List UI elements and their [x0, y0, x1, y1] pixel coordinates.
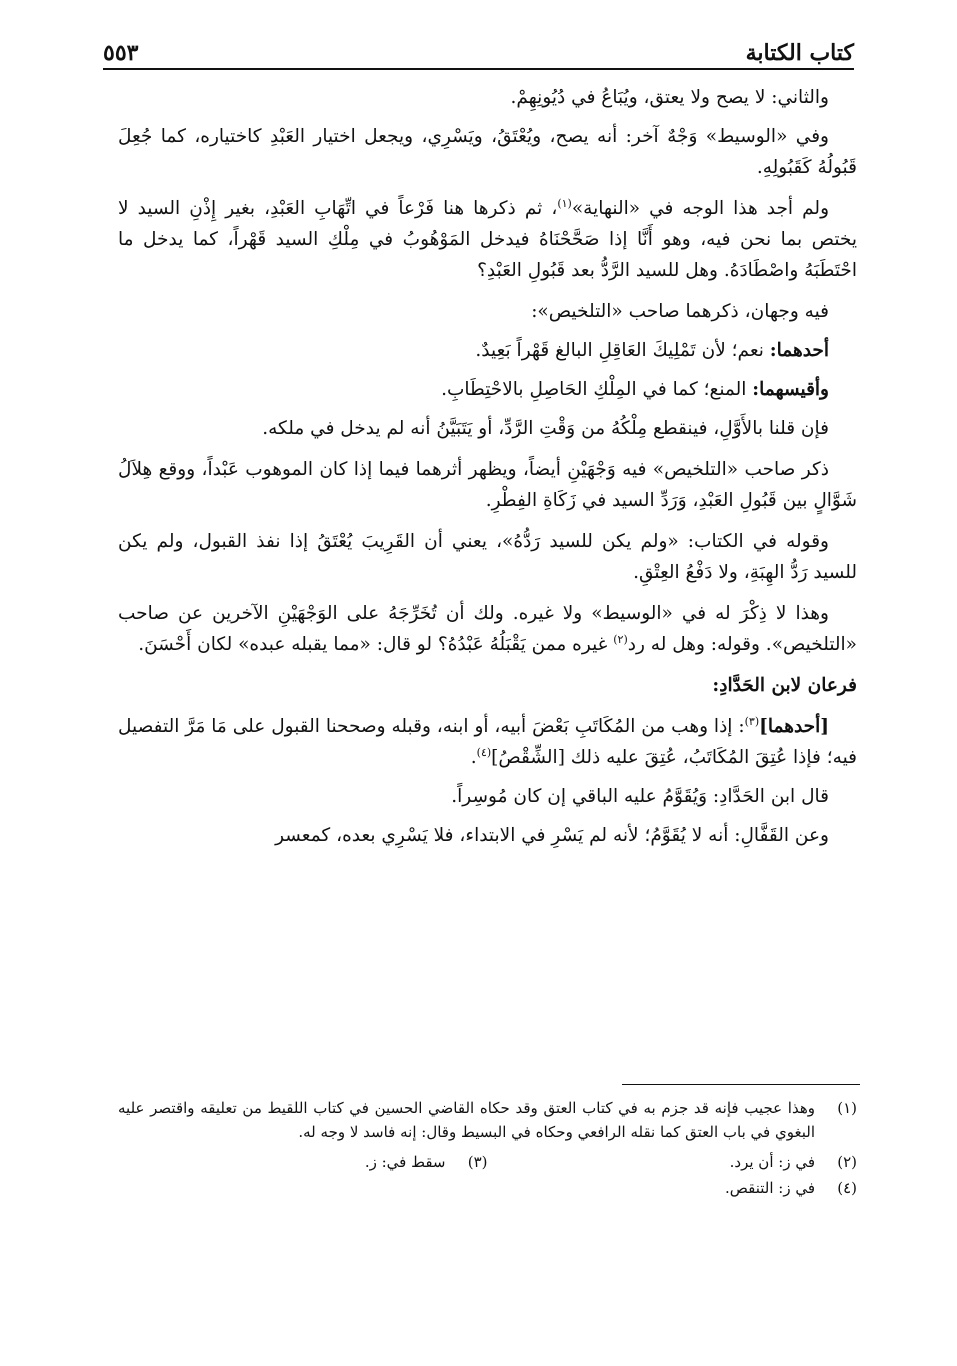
footnote-divider: [622, 1084, 860, 1085]
header-divider: [103, 68, 854, 70]
footnote-3-text: سقط في: ز.: [364, 1153, 446, 1171]
footnote-ref-1: (١): [557, 196, 572, 210]
footnote-1-number: (١): [837, 1099, 857, 1117]
paragraph-10-text-b: غيره ممن يَقْبَلُهُ عَبْدُهُ؟ لو قال: «مما يقبله عبده» لكان أَحْسَنَ.: [138, 634, 614, 655]
footnote-2-number: (٢): [837, 1153, 857, 1171]
footnotes: [118, 1096, 857, 1200]
paragraph-8: ذكر صاحب «التلخيص» فيه وَجْهَيْنِ أيضاً، ويظهر أثرهما فيما إذا كان الموهوب عَبْداً، ووقع هِلاَلُ شَوَّالٍ بين قَبُولِ العَبْدِ، وَرَدِّ السيد في زَكَاةِ الفِطْرِ.: [118, 459, 857, 511]
paragraph-3-text-a: ولم أجد هذا الوجه في «النهاية»: [571, 198, 829, 219]
page-header: [103, 22, 854, 66]
label-aqyasuhuma: وأقيسهما:: [752, 379, 829, 400]
paragraph-9: وقوله في الكتاب: «ولم يكن للسيد رَدُّهُ»، يعني أن القَرِيبَ يُعْتَقُ إذا نفذ القبول، ولم يكن للسيد رَدُّ الهِبَةِ، ولا دَفْعُ العِتْقِ.: [118, 531, 857, 583]
label-ahaduhuma: أحدهما:: [769, 340, 829, 361]
book-title: كتاب الكتابة: [745, 40, 854, 66]
paragraph-13: وعن القَفَّالِ: أنه لا يُقَوَّمُ؛ لأنه لم يَسْرِ في الابتداء، فلا يَسْرِي بعده، كمعسر: [275, 825, 829, 846]
footnote-4-text: في ز: التنقص.: [724, 1179, 815, 1197]
paragraph-3-text-b: ، ثم ذكرها هنا فَرْعاً في اتِّهَابِ العَبْدِ، بغير إِذْنِ السيد لا يختص بما نحن فيه، وهو أَنَّا إذا صَحَّحْنَاهُ فيدخل المَوْهُوبُ في مِلْكِ السيد قَهْراً، كما يدخل ما احْتَطَبَهُ واصْطَادَهُ. وهل للسيد الرَّدُّ بعد قَبُولِ العَبْدِ؟: [118, 198, 857, 281]
paragraph-5-text: نعم؛ لأن تَمْلِيكَ العَاقِلِ البالغ قَهْراً بَعِيدٌ.: [475, 340, 770, 361]
footnote-ref-4: (٤): [476, 745, 492, 759]
label-first-branch: [أحدهما]: [759, 716, 829, 737]
footnote-4: [118, 1176, 857, 1200]
footnote-ref-2: (٢): [613, 632, 628, 646]
paragraph-3: [118, 193, 857, 286]
footnote-1-text: وهذا عجيب فإنه قد جزم به في كتاب العتق وقد حكاه القاضي الحسين في كتاب اللقيط من تعليقه واقتصر عليه البغوي في باب العتق كما نقله الرافعي وحكاه في البسيط وقال: إنه فاسد لا وجه له.: [118, 1099, 815, 1141]
footnote-2: [488, 1150, 858, 1174]
paragraph-12: قال ابن الحَدَّادِ: وَيُقَوَّمُ عليه الباقي إن كان مُوسِراً.: [451, 786, 829, 807]
footnote-row-2-3: [118, 1150, 857, 1174]
page-number: ٥٥٣: [103, 40, 139, 66]
footnote-3-number: (٣): [467, 1153, 488, 1171]
paragraph-7: فإن قلنا بالأَوَّلِ، فينقطع مِلْكُهُ من وَقْتِ الرَّدِّ، أو يَتَبَيَّنُ أنه لم يدخل في ملكه.: [262, 418, 829, 439]
paragraph-10: [118, 598, 857, 660]
footnote-3: [118, 1150, 488, 1174]
paragraph-6: [118, 374, 857, 405]
paragraph-10-text-a: وهذا لا ذِكْرَ له في «الوسيط» ولا غيره. ولك أن تُخَرِّجَهُ على الوَجْهَيْنِ الآخرين عن صاحب «التلخيص». وقوله: وهل له رد: [118, 603, 857, 655]
footnote-2-text: في ز: أن يرد.: [729, 1153, 815, 1171]
paragraph-2: وفي «الوسيط» وَجْهٌ آخر: أنه يصح، ويُعْتَقُ، ويَسْرِي، ويجعل اختيار العَبْدِ كاختياره، كما جُعِلَ قَبُولُهُ كَقَبُولِهِ.: [118, 126, 857, 178]
paragraph-6-text: المنع؛ كما في المِلْكِ الحَاصِلِ بالاحْتِطَابِ.: [441, 379, 753, 400]
footnote-4-number: (٤): [837, 1179, 857, 1197]
footnote-ref-3: (٣): [744, 714, 760, 728]
paragraph-4: فيه وجهان، ذكرهما صاحب «التلخيص»:: [531, 301, 829, 322]
main-text: [118, 82, 857, 861]
paragraph-11: [118, 711, 857, 773]
footnote-1: [118, 1096, 857, 1144]
paragraph-11-text-b: .: [470, 747, 477, 768]
paragraph-5: [118, 335, 857, 366]
paragraph-11-text-a: : إذا وهب من المُكَاتَبِ بَعْضَ أبيه، أو ابنه، وقبله وصححنا القبول على مَا مَرَّ التفصيل فيه؛ فإذا عُتِقَ المُكَاتَبُ، عُتِقَ عليه ذلك [الشِّقْصُ]: [118, 716, 857, 768]
paragraph-1: والثاني: لا يصح ولا يعتق، ويُبَاعُ في دُيُونِهِمْ.: [510, 87, 829, 108]
section-heading: فرعان لابن الحَدَّادِ:: [712, 675, 857, 696]
